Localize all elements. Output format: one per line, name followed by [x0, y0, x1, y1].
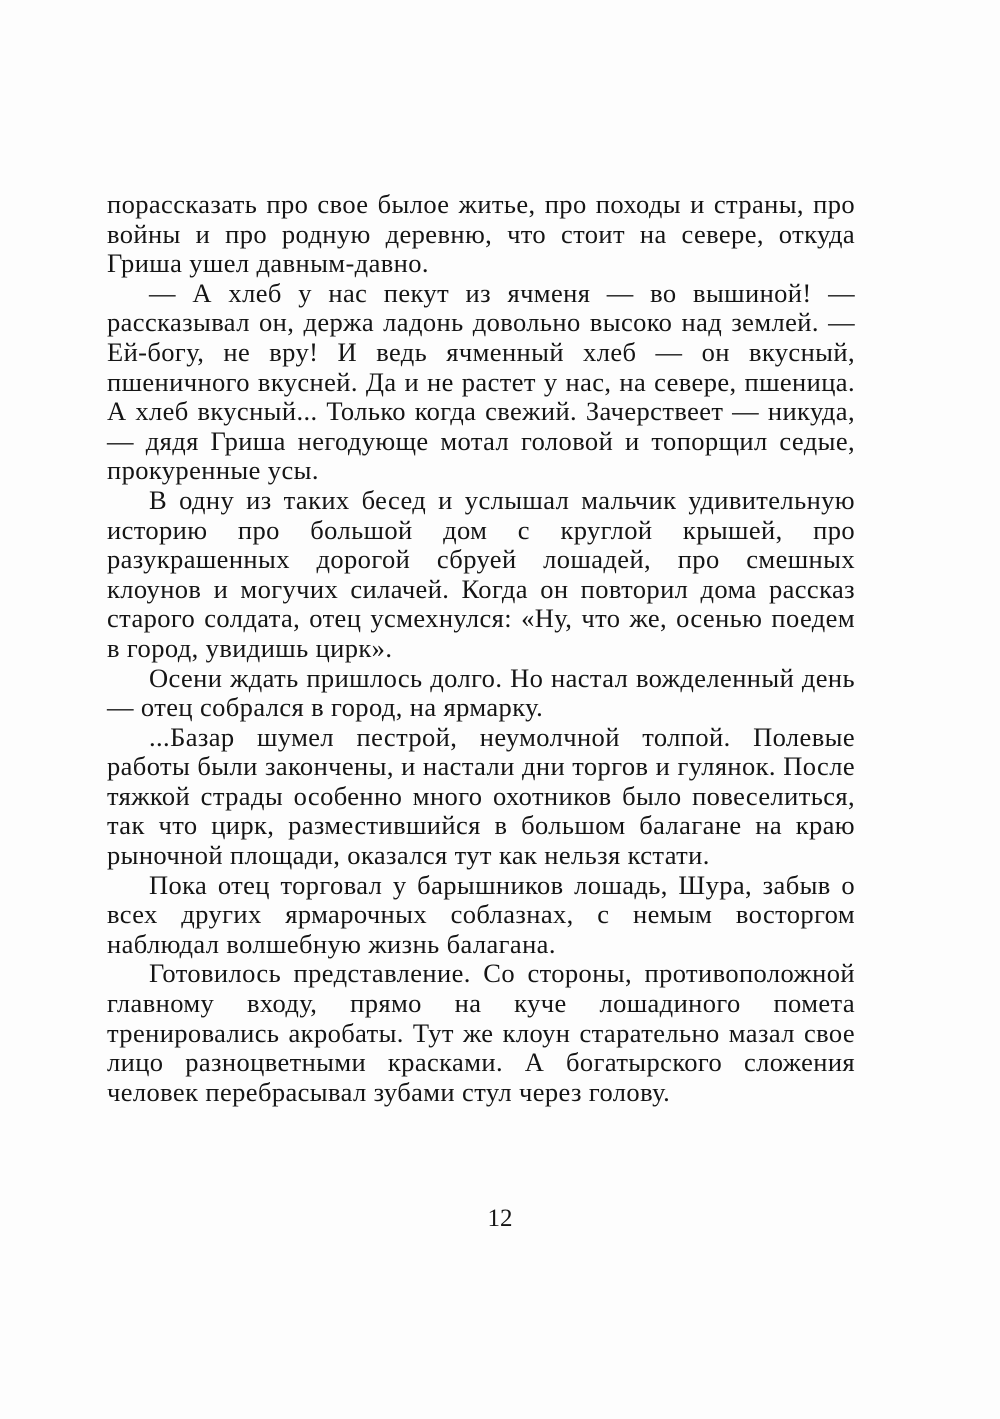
paragraph-7: Готовилось представление. Со стороны, противоположной главному входу, прямо на куче лошадиного помета тренировались акробаты. Тут же клоун старательно мазал свое лицо разноцветными красками. А богатырского сложения человек перебрасывал зубами стул через голову. [107, 958, 855, 1107]
page-number: 12 [487, 1205, 513, 1232]
paragraph-4: Осени ждать пришлось долго. Но настал вожделенный день — отец собрался в город, на ярмарку. [107, 662, 855, 723]
paragraph-2: — А хлеб у нас пекут из ячменя — во вышиной! — рассказывал он, держа ладонь довольно высоко над землей. — Ей-богу, не вру! И ведь ячменный хлеб — он вкусный, пшеничного вкусней. Да и не растет у нас, на севере, пшеница. А хлеб вкусный... Только когда свежий. Зачерствеет — никуда,— дядя Гриша негодующе мотал головой и топорщил седые, прокуренные усы. [107, 277, 855, 486]
body-text [107, 190, 855, 1107]
paragraph-5: ...Базар шумел пестрой, неумолчной толпой. Полевые работы были закончены, и настали дни торгов и гулянок. После тяжкой страды особенно много охотников было повеселиться, так что цирк, разместившийся в большом балагане на краю рыночной площади, оказался тут как нельзя кстати. [107, 721, 855, 871]
paragraph-6: Пока отец торговал у барышников лошадь, Шура, забыв о всех других ярмарочных соблазнах, с немым восторгом наблюдал волшебную жизнь балагана. [107, 869, 855, 959]
paragraph-3: В одну из таких бесед и услышал мальчик удивительную историю про большой дом с круглой крышей, про разукрашенных дорогой сбруей лошадей, про смешных клоунов и могучих силачей. Когда он повторил дома рассказ старого солдата, отец усмехнулся: «Ну, что же, осенью поедем в город, увидишь цирк». [107, 484, 855, 663]
paragraph-1: порассказать про свое былое житье, про походы и страны, про войны и про родную деревню, что стоит на севере, откуда Гриша ушел давным-давно. [107, 189, 855, 279]
